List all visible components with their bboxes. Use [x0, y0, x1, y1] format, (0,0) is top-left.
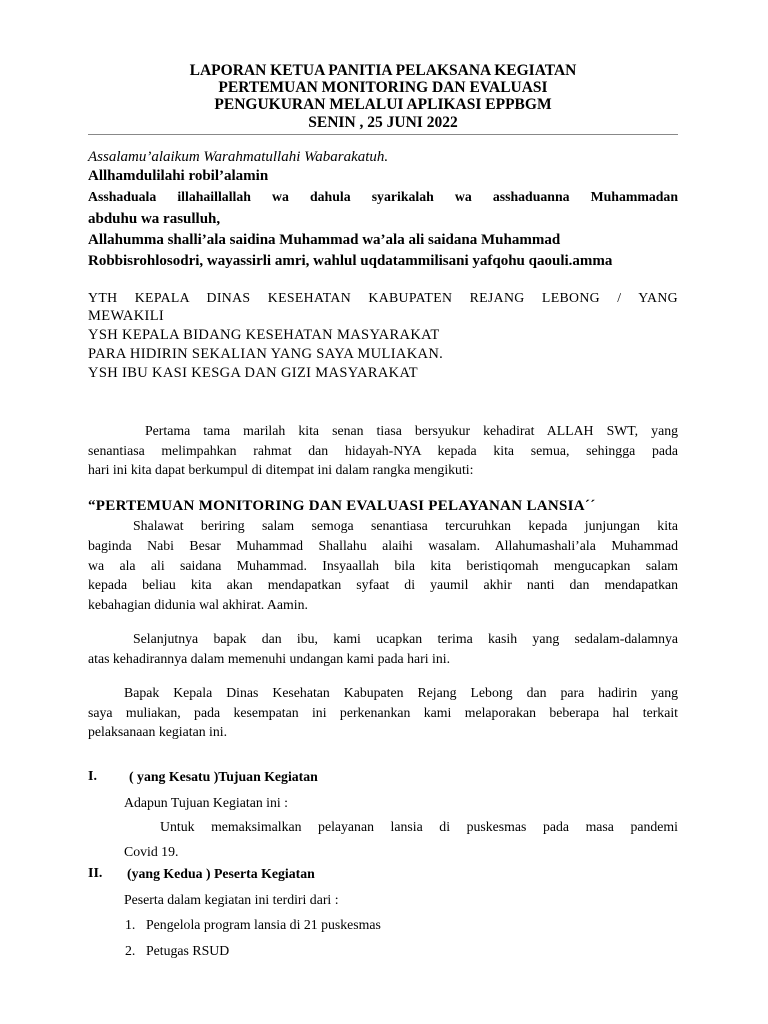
greeting-line-4: Robbisrohlosodri, wayassirli amri, wahlul uqdatammilisani yafqohu qaouli.amma [88, 253, 613, 269]
greeting-salam: Assalamu’alaikum Warahmatullahi Wabarakatuh. [88, 149, 389, 165]
greeting-line-3: Allahumma shalli’ala saidina Muhammad wa’ala ali saidana Muhammad [88, 232, 561, 248]
section2-number: II. [88, 866, 103, 881]
addressee-line-2: YSH KEPALA BIDANG KESEHATAN MASYARAKAT [88, 327, 440, 343]
header-line-3: PENGUKURAN MELALUI APLIKASI EPPBGM [214, 96, 552, 113]
section2-item-1-number: 1. [125, 917, 136, 932]
para3-line-1: Selanjutnya bapak dan ibu, kami ucapkan terima kasih yang sedalam-dalamnya [133, 631, 678, 646]
para2-line-4: kepada beliau kita akan mendapatkan syfaat di yaumil akhir nanti dan mendapatkan [88, 577, 678, 592]
addressee-line-1b: MEWAKILI [88, 308, 165, 324]
addressee-line-1a: YTH KEPALA DINAS KESEHATAN KABUPATEN REJANG LEBONG / YANG [88, 290, 678, 305]
section1-text-line-2: Covid 19. [124, 844, 179, 859]
header-line-1: LAPORAN KETUA PANITIA PELAKSANA KEGIATAN [189, 62, 577, 79]
event-title: “PERTEMUAN MONITORING DAN EVALUASI PELAYANAN LANSIA´´ [88, 498, 596, 514]
section1-text-line-1: Untuk memaksimalkan pelayanan lansia di puskesmas pada masa pandemi [160, 819, 678, 834]
header-line-4: SENIN , 25 JUNI 2022 [308, 114, 458, 131]
header-line-2: PERTEMUAN MONITORING DAN EVALUASI [218, 79, 548, 96]
para2-line-5: kebahagian didunia wal akhirat. Aamin. [88, 597, 308, 612]
section2-intro: Peserta dalam kegiatan ini terdiri dari : [124, 892, 339, 907]
para3-line-2: atas kehadirannya dalam memenuhi undangan kami pada hari ini. [88, 651, 451, 666]
para4-line-1: Bapak Kepala Dinas Kesehatan Kabupaten Rejang Lebong dan para hadirin yang [124, 685, 678, 700]
para1-line-3: hari ini kita dapat berkumpul di ditempat ini dalam rangka mengikuti: [88, 462, 474, 477]
para2-line-2: baginda Nabi Besar Muhammad Shallahu alaihi wasalam. Allahumashali’ala Muhammad [88, 538, 678, 553]
para1-line-1: Pertama tama marilah kita senan tiasa bersyukur kehadirat ALLAH SWT, yang [145, 423, 678, 438]
para4-line-2: saya muliakan, pada kesempatan ini perkenankan kami melaporakan beberapa hal terkait [88, 705, 678, 720]
section1-title: ( yang Kesatu )Tujuan Kegiatan [129, 769, 318, 784]
header-divider [88, 134, 678, 135]
section2-item-2-number: 2. [125, 943, 136, 958]
greeting-line-2b: abduhu wa rasulluh, [88, 211, 221, 227]
para2-line-3: wa ala ali saidana Muhammad. Insyaallah bila kita beristiqomah mengucapkan salam [88, 558, 678, 573]
greeting-line-2a: Asshaduala illahaillallah wa dahula syarikalah wa asshaduanna Muhammadan [88, 189, 678, 204]
para1-line-2: senantiasa melimpahkan rahmat dan hidayah-NYA kepada kita semua, sehingga pada [88, 443, 678, 458]
addressee-line-4: YSH IBU KASI KESGA DAN GIZI MASYARAKAT [88, 365, 418, 381]
section2-title: (yang Kedua ) Peserta Kegiatan [127, 866, 315, 881]
addressee-line-3: PARA HIDIRIN SEKALIAN YANG SAYA MULIAKAN. [88, 346, 444, 362]
section1-intro: Adapun Tujuan Kegiatan ini : [124, 795, 289, 810]
greeting-line-1: Allhamdulilahi robil’alamin [88, 168, 269, 184]
section2-item-1-text: Pengelola program lansia di 21 puskesmas [146, 917, 381, 932]
section2-item-2-text: Petugas RSUD [146, 943, 230, 958]
para2-line-1: Shalawat beriring salam semoga senantiasa tercuruhkan kepada junjungan kita [133, 518, 678, 533]
para4-line-3: pelaksanaan kegiatan ini. [88, 724, 228, 739]
section1-number: I. [88, 769, 97, 784]
